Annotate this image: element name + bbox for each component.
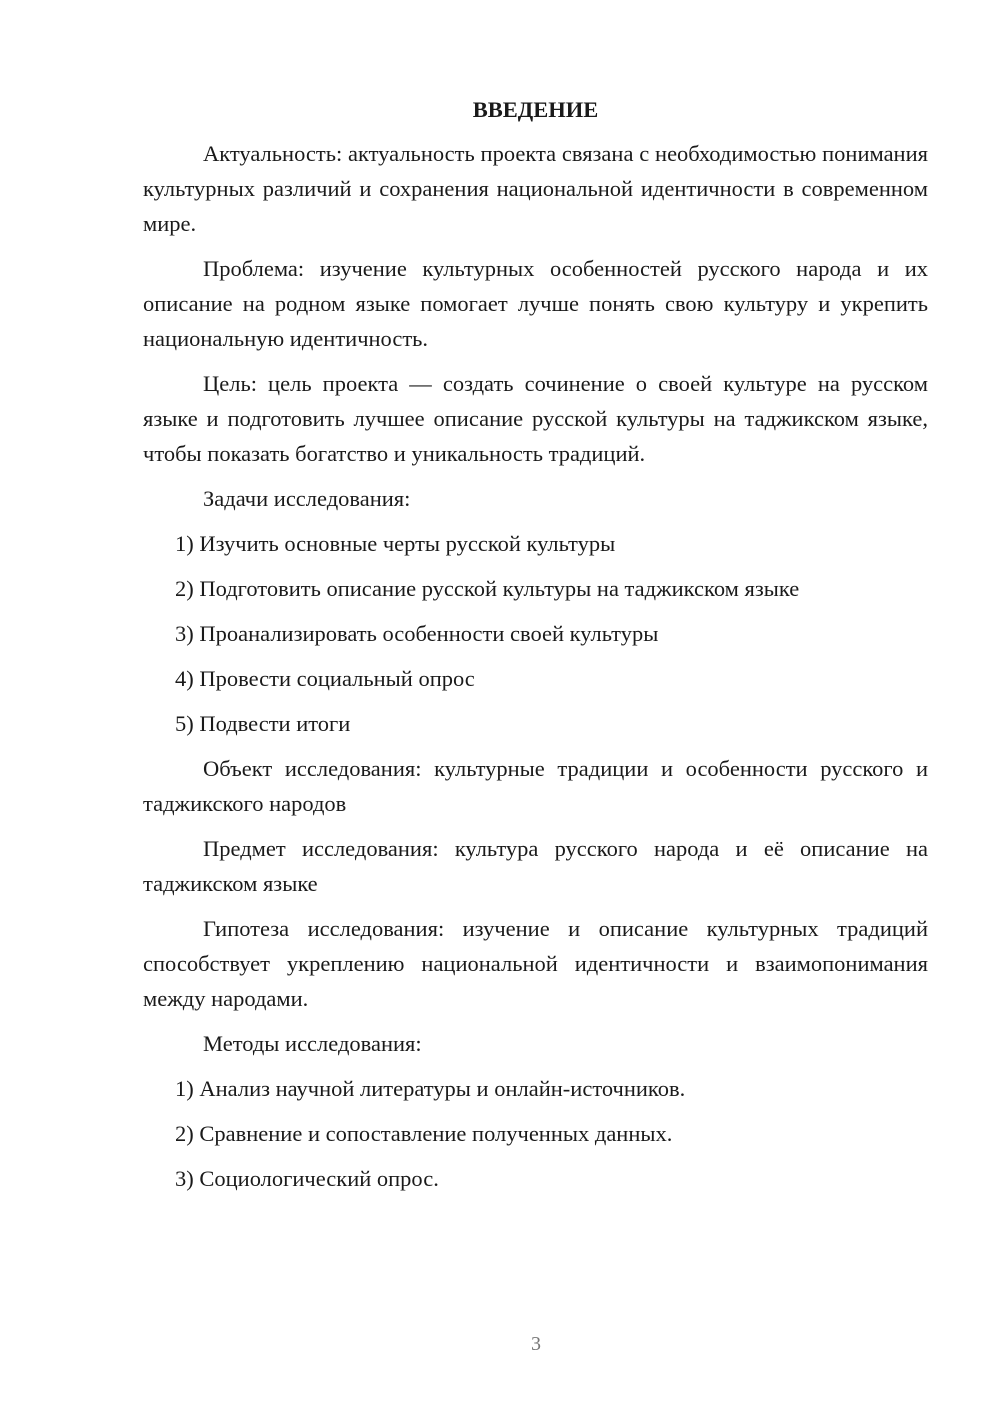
tasks-label: Задачи исследования: (203, 486, 411, 511)
method-item: 1) Анализ научной литературы и онлайн-источников. (175, 1076, 686, 1101)
page-content (143, 95, 928, 1206)
relevance-paragraph: Актуальность: актуальность проекта связана с необходимостью понимания культурных различий и сохранения национальной идентичности в современном мире. (143, 141, 928, 236)
task-item: 5) Подвести итоги (175, 711, 351, 736)
task-item: 4) Провести социальный опрос (175, 666, 475, 691)
problem-paragraph: Проблема: изучение культурных особенностей русского народа и их описание на родном языке помогает лучше понять свою культуру и укрепить национальную идентичность. (143, 256, 928, 351)
task-item: 1) Изучить основные черты русской культуры (175, 531, 616, 556)
task-item: 3) Проанализировать особенности своей культуры (175, 621, 659, 646)
subject-paragraph: Предмет исследования: культура русского народа и её описание на таджикском языке (143, 836, 928, 896)
page-number: 3 (531, 1333, 541, 1355)
methods-list (143, 1071, 928, 1196)
goal-paragraph: Цель: цель проекта — создать сочинение о своей культуре на русском языке и подготовить лучшее описание русской культуры на таджикском языке, чтобы показать богатство и уникальность традиций. (143, 371, 928, 466)
method-item: 3) Социологический опрос. (175, 1166, 439, 1191)
section-title: ВВЕДЕНИЕ (472, 97, 599, 122)
task-item: 2) Подготовить описание русской культуры на таджикском языке (175, 576, 800, 601)
methods-label: Методы исследования: (203, 1031, 422, 1056)
method-item: 2) Сравнение и сопоставление полученных данных. (175, 1121, 673, 1146)
hypothesis-paragraph: Гипотеза исследования: изучение и описание культурных традиций способствует укреплению национальной идентичности и взаимопонимания между народами. (143, 916, 928, 1011)
object-paragraph: Объект исследования: культурные традиции и особенности русского и таджикского народов (143, 756, 928, 816)
tasks-list (143, 526, 928, 741)
